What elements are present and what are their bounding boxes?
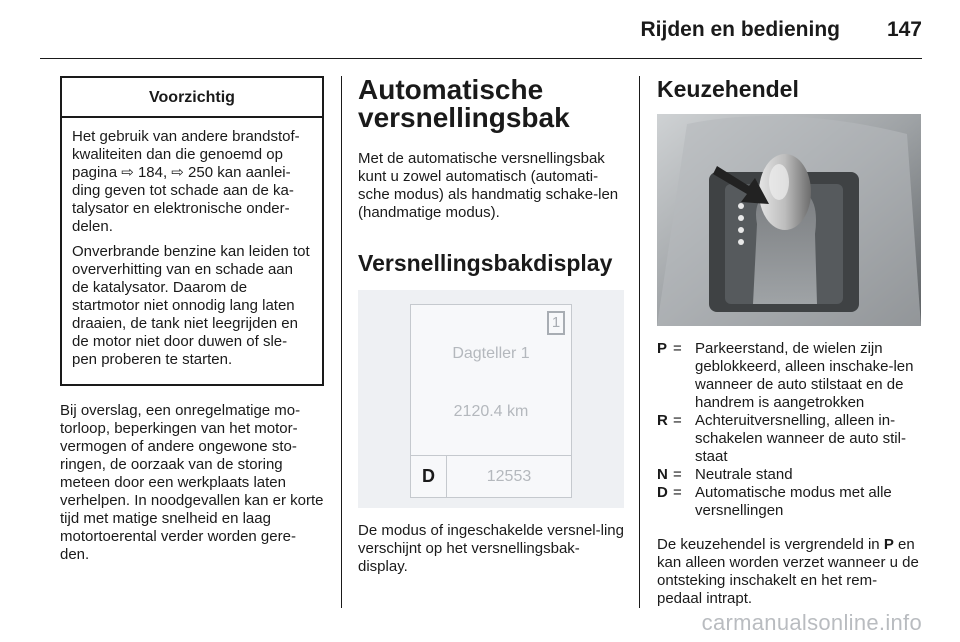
body-paragraph: Bij overslag, een onregelmatige mo-torloop, beperkingen van het motor-vermogen of andere ongewone sto-ringen, de oorzaak van de storing meteen door een werkplaats laten verhelpen. In noodgevallen kan er korte tijd met matige snelheid en laag motortoerental verder worden gere-den.: [60, 402, 324, 563]
gear-key: N: [657, 466, 668, 483]
display-caption: De modus of ingeschakelde versnel-ling verschijnt op het versnellingsbak-display.: [358, 522, 624, 575]
column-1: [60, 76, 324, 564]
column-3: [657, 76, 921, 608]
column-divider: [341, 76, 342, 608]
lock-paragraph: [657, 536, 921, 608]
lock-text-end: en kan alleen worden verzet wanneer u de ontsteking inschakelt en het rem-pedaal intrapt.: [657, 536, 919, 607]
section-title: Automatische versnellingsbak: [358, 74, 570, 133]
warning-box: [60, 76, 324, 386]
gear-indicator: D: [411, 456, 447, 497]
gear-description: Automatische modus met alle versnellingen: [695, 484, 892, 519]
page-number: 147: [886, 18, 922, 41]
lcd-bottom-row: [411, 455, 571, 497]
intro-paragraph: Met de automatische versnellingsbak kunt u zowel automatisch (automati-sche modus) als handmatig schake-len (handmatige modus).: [358, 150, 619, 221]
gear-selector-photo: [657, 114, 921, 326]
column-divider: [639, 76, 640, 608]
trip-distance: 2120.4 km: [453, 403, 529, 420]
lock-text-start: De keuzehendel is vergrendeld in: [657, 536, 884, 553]
odometer-value: 12553: [486, 468, 532, 485]
list-item: [657, 484, 921, 520]
gear-description: Achteruitversnelling, alleen in-schakelen wanneer de auto stil-staat: [695, 412, 906, 465]
equals-sign: =: [673, 484, 682, 501]
warning-paragraph: Onverbrande benzine kan leiden tot oververhitting van en schade aan de katalysator. Daarom de startmotor niet onnodig lang laten draaien, de tank niet leegrijden en de motor niet door duwen of sle-pen proberen te starten.: [72, 243, 310, 368]
subsection-title: Versnellingsbakdisplay: [358, 250, 613, 276]
warning-body: [62, 118, 322, 384]
equals-sign: =: [673, 340, 682, 357]
equals-sign: =: [673, 466, 682, 483]
gear-position-list: [657, 340, 921, 520]
trip-label: Dagteller 1: [452, 345, 530, 362]
lock-gear-key: P: [883, 536, 894, 553]
list-item: [657, 466, 921, 484]
list-item: [657, 340, 921, 412]
gear-description: Parkeerstand, de wielen zijn geblokkeerd, alleen inschake-len wanneer de auto stilstaat en de handrem is aangetrokken: [695, 340, 914, 411]
list-item: [657, 412, 921, 466]
warning-heading: Voorzichtig: [62, 78, 322, 118]
transmission-display-illustration: [358, 290, 624, 508]
header-rule: [40, 58, 922, 59]
chapter-title: Rijden en bediening: [640, 18, 840, 41]
trip-counter-icon: 1: [547, 311, 565, 335]
watermark[interactable]: carmanualsonline.info: [701, 610, 922, 635]
equals-sign: =: [673, 412, 682, 429]
gear-description: Neutrale stand: [695, 466, 793, 483]
lcd-screen: [410, 304, 572, 498]
column-2: [358, 76, 624, 576]
section-title: Keuzehendel: [657, 76, 799, 102]
gear-key: R: [657, 412, 668, 429]
warning-paragraph: Het gebruik van andere brandstof-kwaliteiten dan die genoemd op pagina ⇨ 184, ⇨ 250 kan aanlei-ding geven tot schade aan de ka-talysator en elektronische onder-delen.: [72, 128, 300, 235]
gear-key: D: [657, 484, 668, 501]
gear-key: P: [657, 340, 668, 357]
page-header: [0, 0, 960, 60]
